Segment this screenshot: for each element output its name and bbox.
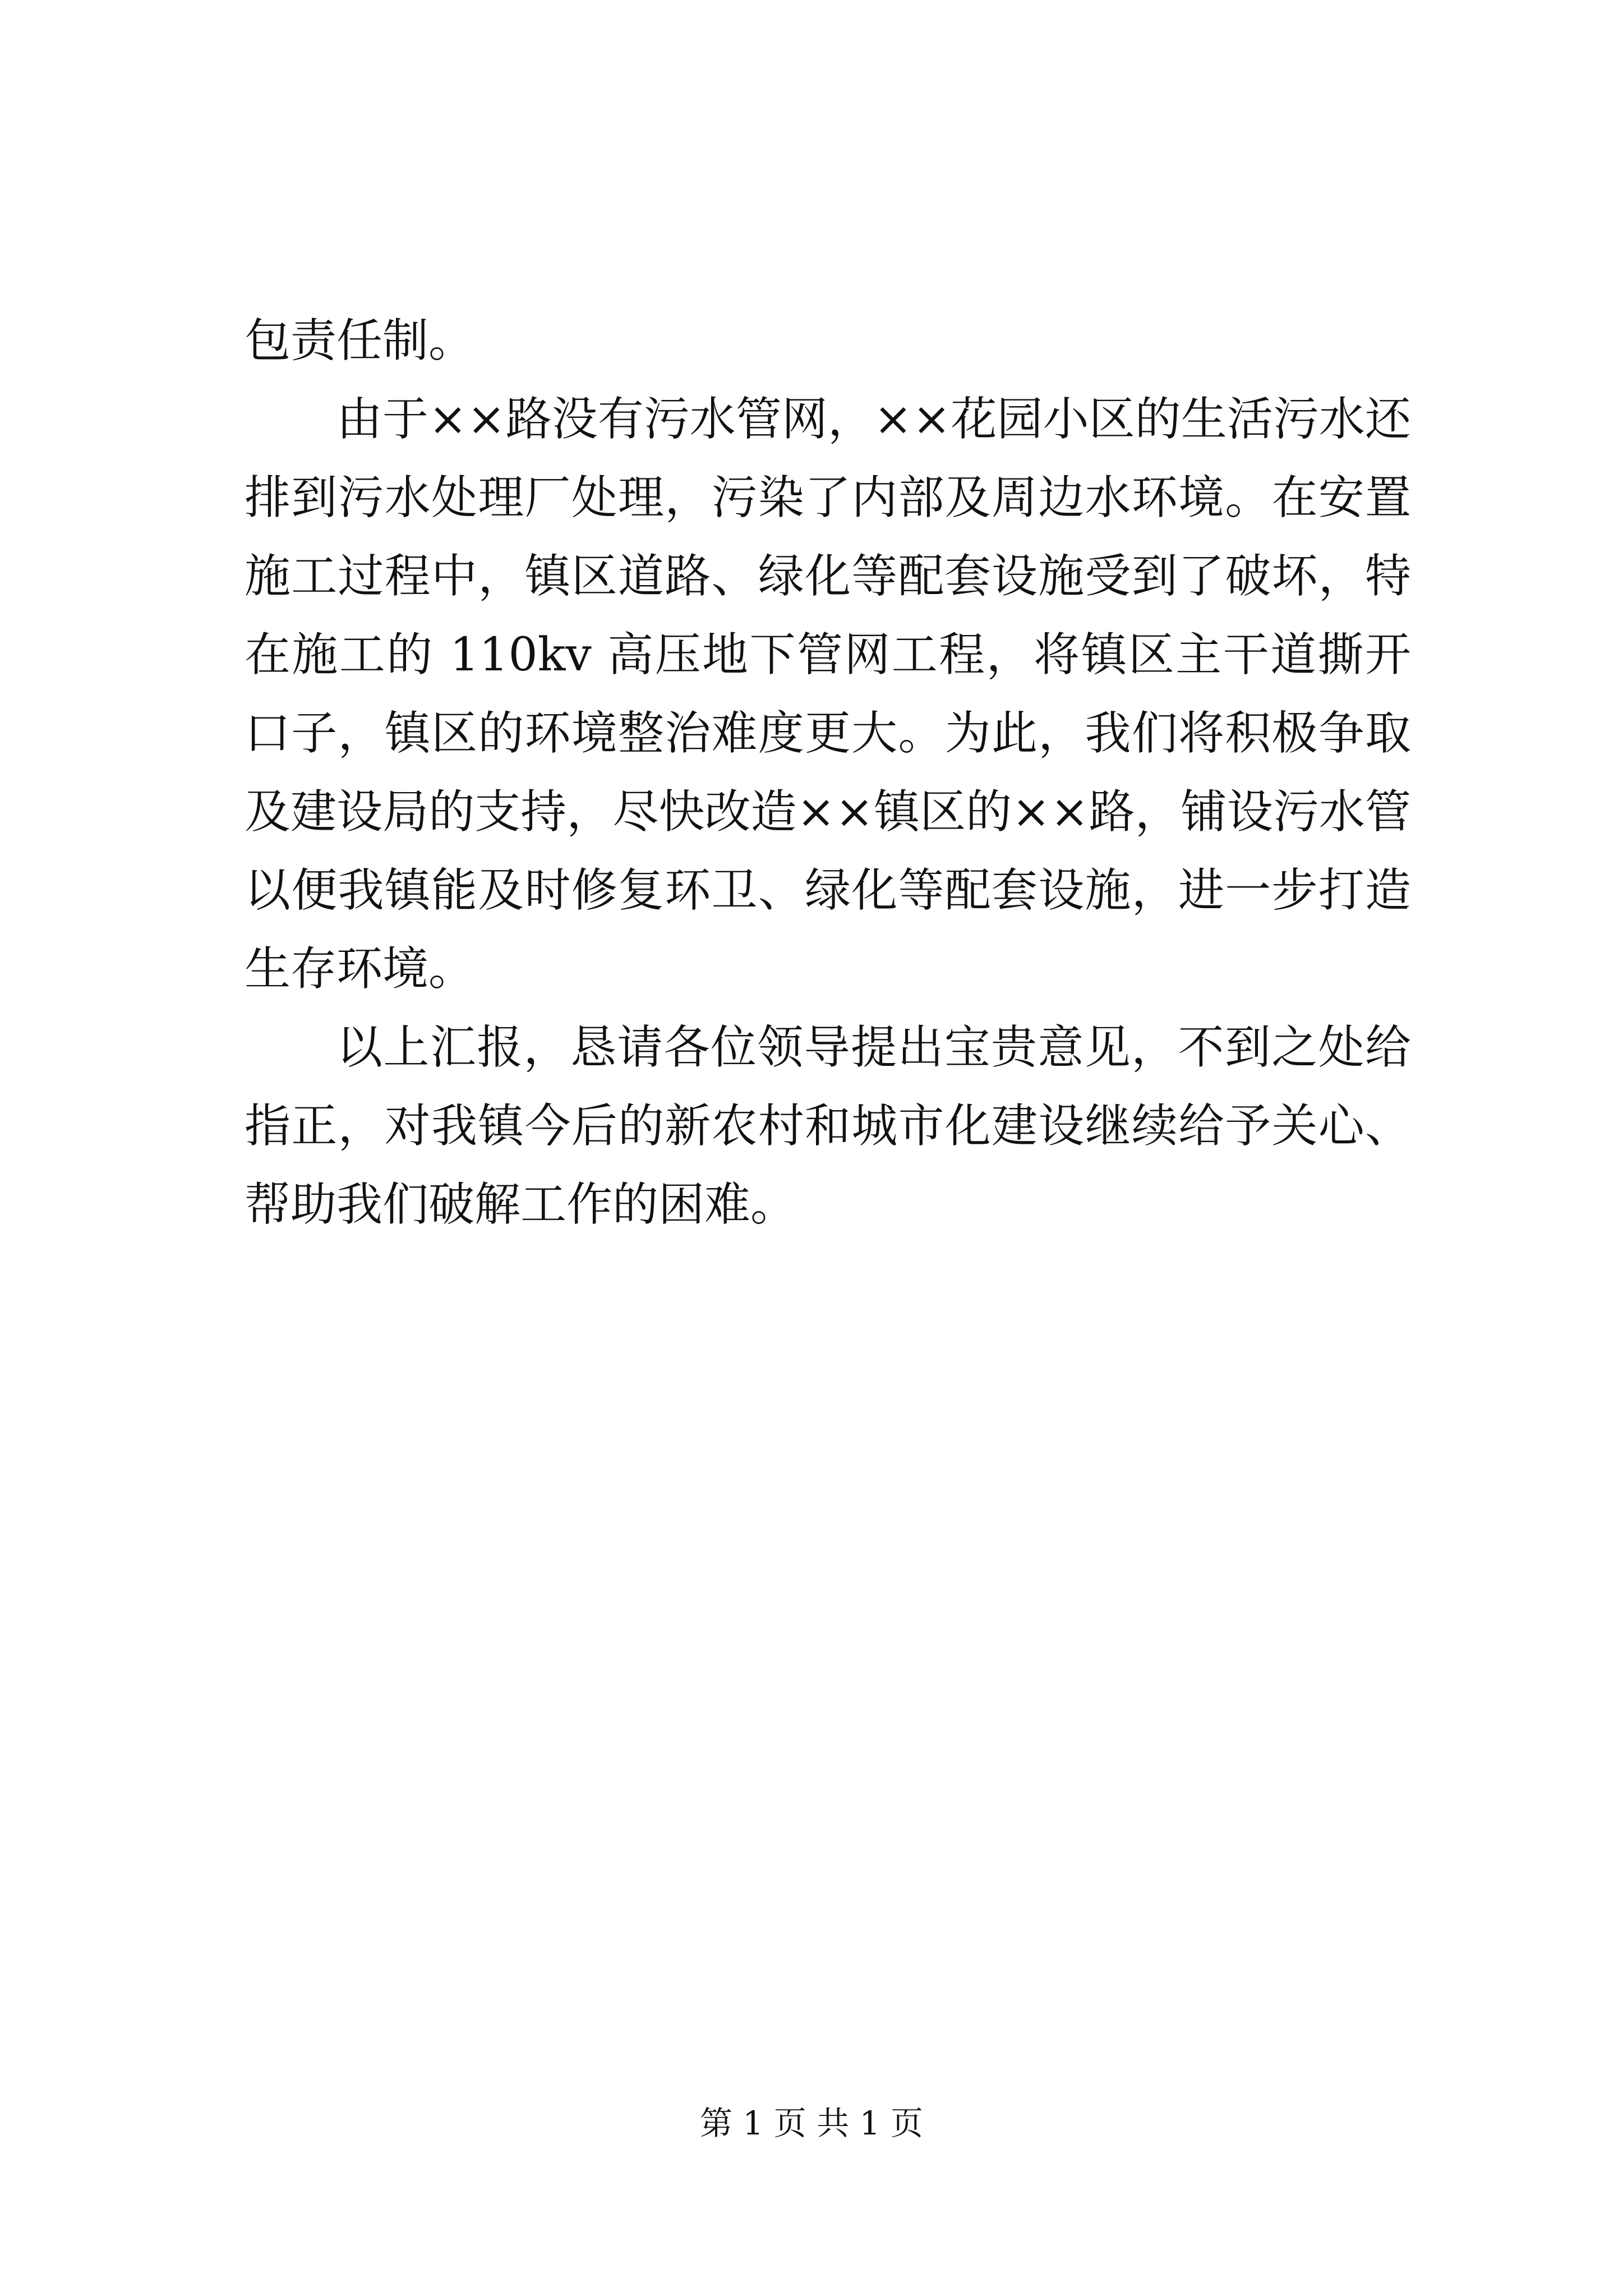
- paragraph-2-line-5: 口子，镇区的环境整治难度更大。为此，我们将积极争取: [245, 707, 1411, 760]
- paragraph-3-line-1: 以上汇报，恳请各位领导提出宝贵意见，不到之处给: [336, 1021, 1411, 1074]
- paragraph-2-line-7: 以便我镇能及时修复环卫、绿化等配套设施，进一步打造: [245, 864, 1411, 917]
- paragraph-2-line-8: 生存环境。: [245, 942, 475, 996]
- paragraph-2-line-2: 排到污水处理厂处理，污染了内部及周边水环境。在安置: [245, 471, 1411, 524]
- paragraph-2-line-4: 在施工的 110kv 高压地下管网工程，将镇区主干道撕开: [245, 628, 1411, 682]
- paragraph-2-line-6: 及建设局的支持，尽快改造××镇区的××路，铺设污水管: [245, 785, 1411, 839]
- paragraph-3-line-3: 帮助我们破解工作的困难。: [245, 1178, 797, 1231]
- paragraph-2-line-1: 由于××路没有污水管网，××花园小区的生活污水还: [336, 393, 1411, 446]
- paragraph-1-line-1: 包责任制。: [245, 314, 475, 367]
- paragraph-2-line-3: 施工过程中，镇区道路、绿化等配套设施受到了破坏，特: [245, 550, 1411, 603]
- page-number-footer: 第 1 页 共 1 页: [700, 2104, 923, 2142]
- paragraph-3-line-2: 指正，对我镇今后的新农村和城市化建设继续给予关心、: [245, 1099, 1411, 1153]
